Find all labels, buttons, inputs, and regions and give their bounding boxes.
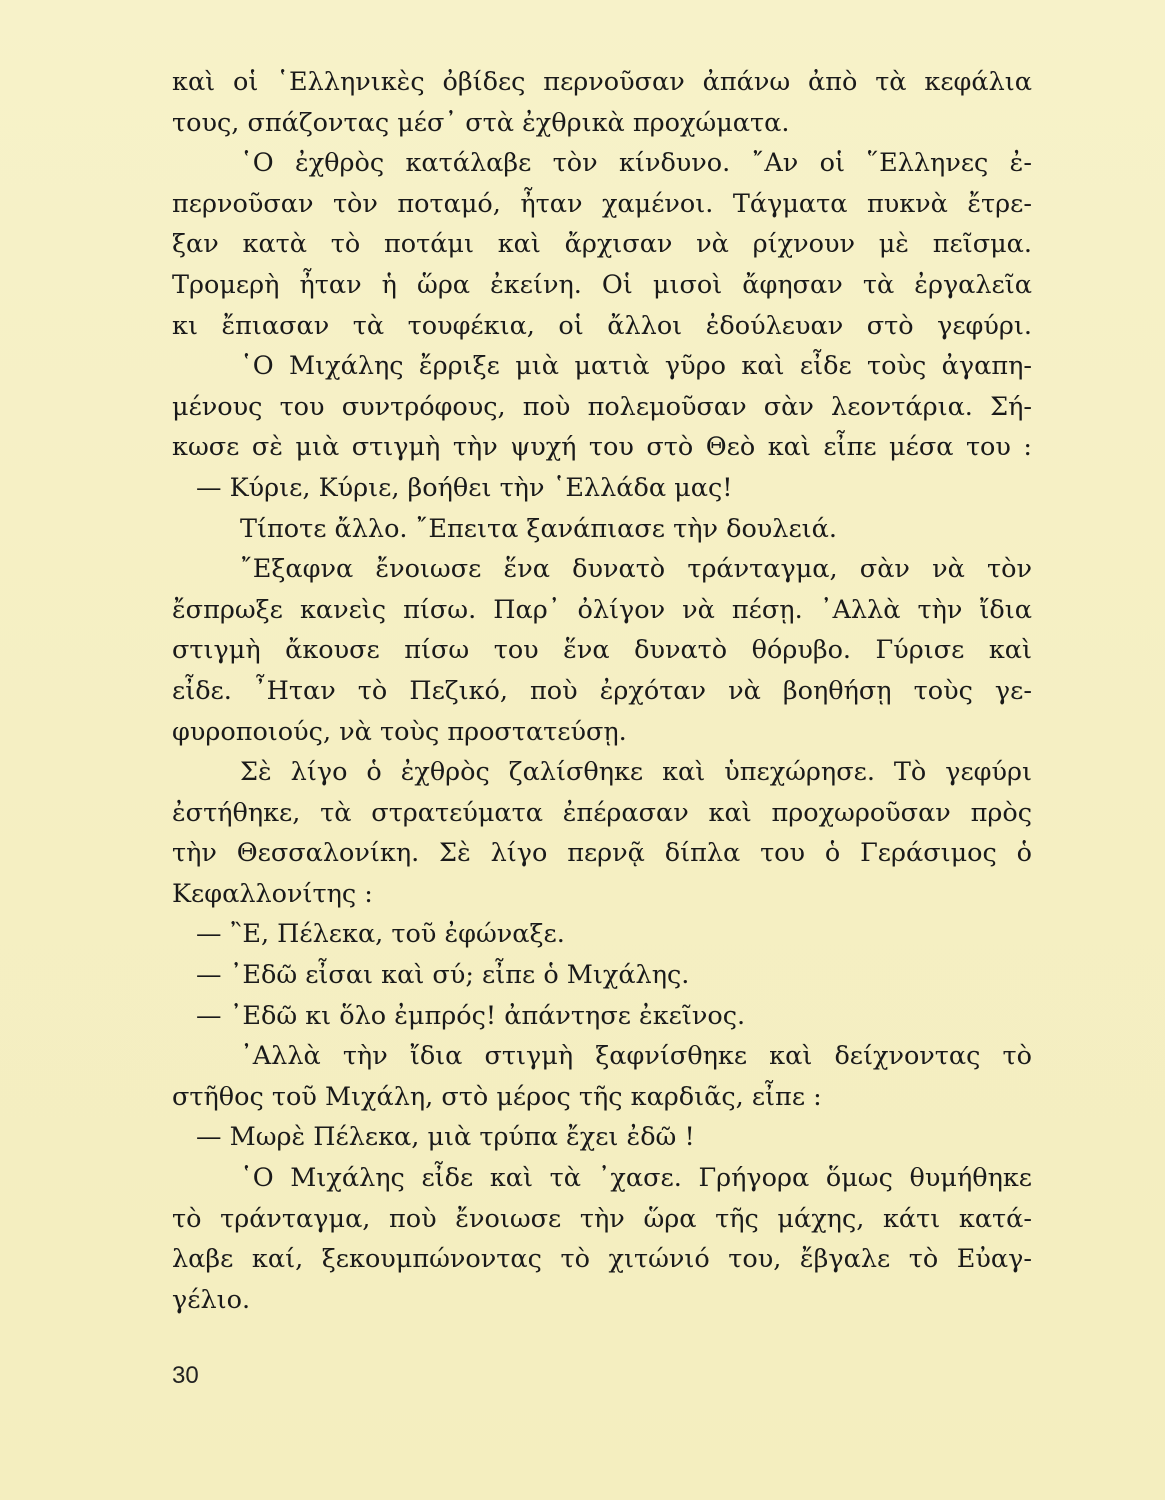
- text-line: — ᾽Εδῶ εἶσαι καὶ σύ; εἶπε ὁ Μιχάλης.: [196, 960, 690, 991]
- text-line: εἶδε. ῏Ηταν τὸ Πεζικό, ποὺ ἐρχόταν νὰ βοηθήσῃ τοὺς γε-: [172, 675, 1032, 706]
- body-text: [172, 62, 1032, 1320]
- text-line: Τρομερὴ ἦταν ἡ ὥρα ἐκείνη. Οἱ μισοὶ ἄφησαν τὰ ἐργαλεῖα: [172, 269, 1032, 300]
- text-line: — Μωρὲ Πέλεκα, μιὰ τρύπα ἔχει ἐδῶ !: [196, 1122, 695, 1153]
- text-line: — Κύριε, Κύριε, βοήθει τὴν ῾Ελλάδα μας!: [196, 472, 733, 503]
- text-line: τὴν Θεσσαλονίκη. Σὲ λίγο περνᾷ δίπλα του ὁ Γεράσιμος ὁ: [172, 838, 1032, 869]
- text-line: — ᾽Εδῶ κι ὅλο ἐμπρός! ἀπάντησε ἐκεῖνος.: [196, 1000, 746, 1031]
- page-number: 30: [172, 1362, 199, 1389]
- text-line: Σὲ λίγο ὁ ἐχθρὸς ζαλίσθηκε καὶ ὑπεχώρησε. Τὸ γεφύρι: [240, 757, 1032, 788]
- text-line: καὶ οἱ ῾Ελληνικὲς ὀβίδες περνοῦσαν ἀπάνω ἀπὸ τὰ κεφάλια: [172, 67, 1032, 97]
- text-line: τους, σπάζοντας μέσ᾽ στὰ ἐχθρικὰ προχώματα.: [172, 107, 790, 138]
- text-line: λαβε καί, ξεκουμπώνοντας τὸ χιτώνιό του, ἔβγαλε τὸ Εὐαγ-: [172, 1244, 1032, 1275]
- text-line: στιγμὴ ἄκουσε πίσω του ἕνα δυνατὸ θόρυβο. Γύρισε καὶ: [172, 635, 1032, 666]
- text-line: ᾽Αλλὰ τὴν ἴδια στιγμὴ ξαφνίσθηκε καὶ δείχνοντας τὸ: [240, 1041, 1032, 1072]
- text-line: Τίποτε ἄλλο. ῎Επειτα ξανάπιασε τὴν δουλειά.: [240, 513, 837, 544]
- text-line: ἐστήθηκε, τὰ στρατεύματα ἐπέρασαν καὶ προχωροῦσαν πρὸς: [172, 797, 1032, 828]
- text-line: φυροποιούς, νὰ τοὺς προστατεύσῃ.: [172, 716, 627, 747]
- text-line: ῾Ο Μιχάλης ἔρριξε μιὰ ματιὰ γῦρο καὶ εἶδε τοὺς ἀγαπη-: [240, 351, 1032, 382]
- text-line: μένους του συντρόφους, ποὺ πολεμοῦσαν σὰν λεοντάρια. Σή-: [172, 391, 1032, 422]
- text-line: ῾Ο Μιχάλης εἶδε καὶ τὰ ᾽χασε. Γρήγορα ὅμως θυμήθηκε: [240, 1163, 1032, 1194]
- text-line: κι ἔπιασαν τὰ τουφέκια, οἱ ἄλλοι ἐδούλευαν στὸ γεφύρι.: [172, 310, 1032, 341]
- text-line: τὸ τράνταγμα, ποὺ ἔνοιωσε τὴν ὥρα τῆς μάχης, κάτι κατά-: [172, 1203, 1032, 1234]
- text-line: κωσε σὲ μιὰ στιγμὴ τὴν ψυχή του στὸ Θεὸ καὶ εἶπε μέσα του :: [172, 432, 1032, 463]
- text-line: περνοῦσαν τὸν ποταμό, ἦταν χαμένοι. Τάγματα πυκνὰ ἔτρε-: [172, 188, 1032, 219]
- text-line: ῎Εξαφνα ἔνοιωσε ἕνα δυνατὸ τράνταγμα, σὰν νὰ τὸν: [240, 554, 1032, 585]
- text-line: ῾Ο ἐχθρὸς κατάλαβε τὸν κίνδυνο. ῎Αν οἱ ῞Ελληνες ἐ-: [240, 148, 1032, 179]
- text-line: ἔσπρωξε κανεὶς πίσω. Παρ᾽ ὀλίγον νὰ πέσῃ. ᾽Αλλὰ τὴν ἴδια: [172, 594, 1032, 625]
- text-line: ξαν κατὰ τὸ ποτάμι καὶ ἄρχισαν νὰ ρίχνουν μὲ πεῖσμα.: [172, 229, 1032, 260]
- text-line: — ῍Ε, Πέλεκα, τοῦ ἐφώναξε.: [196, 919, 565, 950]
- text-line: Κεφαλλονίτης :: [172, 878, 373, 909]
- text-line: γέλιο.: [172, 1284, 251, 1315]
- text-line: στῆθος τοῦ Μιχάλη, στὸ μέρος τῆς καρδιᾶς, εἶπε :: [172, 1081, 822, 1112]
